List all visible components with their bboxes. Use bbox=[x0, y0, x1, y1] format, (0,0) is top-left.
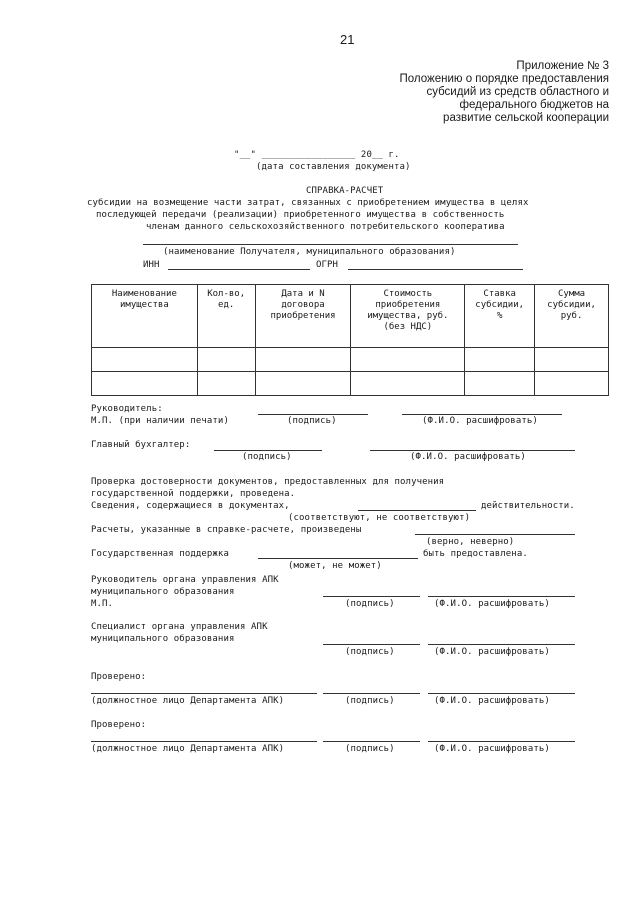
table-cell[interactable] bbox=[255, 348, 351, 372]
table-cell[interactable] bbox=[197, 372, 255, 396]
subtitle-line-1: субсидии на возмещение части затрат, связанных с приобретением имущества в целях bbox=[87, 198, 529, 208]
apk-head-sign-caption: (подпись) bbox=[345, 599, 395, 609]
column-header: Дата и N договора приобретения bbox=[255, 285, 351, 348]
column-header: Сумма субсидии, руб. bbox=[535, 285, 609, 348]
table-cell[interactable] bbox=[351, 348, 465, 372]
table-cell[interactable] bbox=[255, 372, 351, 396]
checked-1-name-caption: (Ф.И.О. расшифровать) bbox=[434, 696, 550, 706]
apk-specialist-sign-caption: (подпись) bbox=[345, 647, 395, 657]
appendix-line-5: развитие сельской кооперации bbox=[443, 112, 609, 124]
column-header: Кол-во, ед. bbox=[197, 285, 255, 348]
verification-line-2: государственной поддержки, проведена. bbox=[91, 489, 296, 499]
verification-caption-3: (может, не может) bbox=[288, 561, 382, 571]
apk-head-sign-line[interactable] bbox=[323, 596, 420, 597]
date-caption: (дата составления документа) bbox=[256, 162, 411, 172]
apk-specialist-line-2: муниципального образования bbox=[91, 634, 235, 644]
column-header: Ставка субсидии, % bbox=[465, 285, 535, 348]
apk-specialist-line-1: Специалист органа управления АПК bbox=[91, 622, 268, 632]
recipient-line bbox=[143, 244, 518, 245]
checked-1-position-caption: (должностное лицо Департамента АПК) bbox=[91, 696, 285, 706]
table-cell[interactable] bbox=[351, 372, 465, 396]
head-sign-caption: (подпись) bbox=[287, 416, 337, 426]
support-field-line[interactable] bbox=[258, 558, 418, 559]
ogrn-line bbox=[348, 269, 523, 270]
column-header: Стоимость приобретения имущества, руб. (без НДС) bbox=[351, 285, 465, 348]
head-sign-line[interactable] bbox=[258, 414, 368, 415]
accountant-sign-caption: (подпись) bbox=[242, 452, 292, 462]
verification-line-1: Проверка достоверности документов, предоставленных для получения bbox=[91, 477, 445, 487]
apk-specialist-sign-line[interactable] bbox=[323, 644, 420, 645]
subtitle-line-2: последующей передачи (реализации) приобретенного имущества в собственность bbox=[96, 210, 505, 220]
ogrn-label: ОГРН bbox=[316, 260, 339, 270]
apk-head-line-2: муниципального образования bbox=[91, 587, 235, 597]
head-name-caption: (Ф.И.О. расшифровать) bbox=[422, 416, 538, 426]
table-cell[interactable] bbox=[465, 372, 535, 396]
table-header-row bbox=[92, 285, 609, 348]
checked-1-sign-caption: (подпись) bbox=[345, 696, 395, 706]
subtitle-line-3: членам данного сельскохозяйственного потребительского кооператива bbox=[146, 222, 505, 232]
verification-line-3-end: действительности. bbox=[481, 501, 575, 511]
appendix-line-3: субсидий из средств областного и bbox=[426, 86, 609, 98]
checked-2-position-line[interactable] bbox=[91, 741, 317, 742]
head-name-line[interactable] bbox=[402, 414, 562, 415]
page-number: 21 bbox=[340, 32, 355, 47]
inn-label: ИНН bbox=[143, 260, 160, 270]
column-header: Наименование имущества bbox=[92, 285, 198, 348]
appendix-header bbox=[309, 60, 609, 125]
checked-1-position-line[interactable] bbox=[91, 693, 317, 694]
checked-2-position-caption: (должностное лицо Департамента АПК) bbox=[91, 744, 285, 754]
verification-line-5-end: быть предоставлена. bbox=[423, 549, 528, 559]
table-cell[interactable] bbox=[92, 348, 198, 372]
checked-1-name-line[interactable] bbox=[428, 693, 575, 694]
table-row bbox=[92, 348, 609, 372]
appendix-line-4: федерального бюджетов на bbox=[459, 99, 609, 111]
calculation-field-line[interactable] bbox=[415, 534, 575, 535]
table-cell[interactable] bbox=[92, 372, 198, 396]
accountant-name-line[interactable] bbox=[370, 450, 575, 451]
verification-line-4: Расчеты, указанные в справке-расчете, произведены bbox=[91, 525, 362, 535]
subsidy-table bbox=[91, 284, 609, 396]
table-row bbox=[92, 372, 609, 396]
table-cell[interactable] bbox=[535, 348, 609, 372]
checked-2-sign-caption: (подпись) bbox=[345, 744, 395, 754]
date-line: "__" _________________ 20__ г. bbox=[234, 150, 400, 160]
table-cell[interactable] bbox=[535, 372, 609, 396]
apk-head-name-caption: (Ф.И.О. расшифровать) bbox=[434, 599, 550, 609]
apk-specialist-name-caption: (Ф.И.О. расшифровать) bbox=[434, 647, 550, 657]
head-label: Руководитель: bbox=[91, 404, 163, 414]
checked-2-name-caption: (Ф.И.О. расшифровать) bbox=[434, 744, 550, 754]
table-cell[interactable] bbox=[465, 348, 535, 372]
apk-head-mp: М.П. bbox=[91, 599, 114, 609]
appendix-line-1: Приложение № 3 bbox=[516, 60, 609, 72]
verification-line-5-start: Государственная поддержка bbox=[91, 549, 229, 559]
document-title: СПРАВКА-РАСЧЕТ bbox=[306, 186, 384, 196]
inn-line bbox=[168, 269, 310, 270]
apk-head-line-1: Руководитель органа управления АПК bbox=[91, 575, 279, 585]
head-mp: М.П. (при наличии печати) bbox=[91, 416, 229, 426]
accountant-sign-line[interactable] bbox=[214, 450, 322, 451]
checked-2-label: Проверено: bbox=[91, 720, 147, 730]
checked-1-sign-line[interactable] bbox=[323, 693, 420, 694]
verification-caption-2: (верно, неверно) bbox=[426, 537, 515, 547]
verification-caption-1: (соответствуют, не соответствуют) bbox=[288, 513, 471, 523]
apk-head-name-line[interactable] bbox=[428, 596, 575, 597]
checked-2-name-line[interactable] bbox=[428, 741, 575, 742]
accountant-label: Главный бухгалтер: bbox=[91, 440, 191, 450]
accountant-name-caption: (Ф.И.О. расшифровать) bbox=[410, 452, 526, 462]
checked-2-sign-line[interactable] bbox=[323, 741, 420, 742]
verification-line-3-start: Сведения, содержащиеся в документах, bbox=[91, 501, 290, 511]
validity-field-line[interactable] bbox=[358, 510, 476, 511]
recipient-caption: (наименование Получателя, муниципального образования) bbox=[163, 247, 456, 257]
apk-specialist-name-line[interactable] bbox=[428, 644, 575, 645]
table-cell[interactable] bbox=[197, 348, 255, 372]
checked-1-label: Проверено: bbox=[91, 672, 147, 682]
appendix-line-2: Положению о порядке предоставления bbox=[399, 73, 609, 85]
